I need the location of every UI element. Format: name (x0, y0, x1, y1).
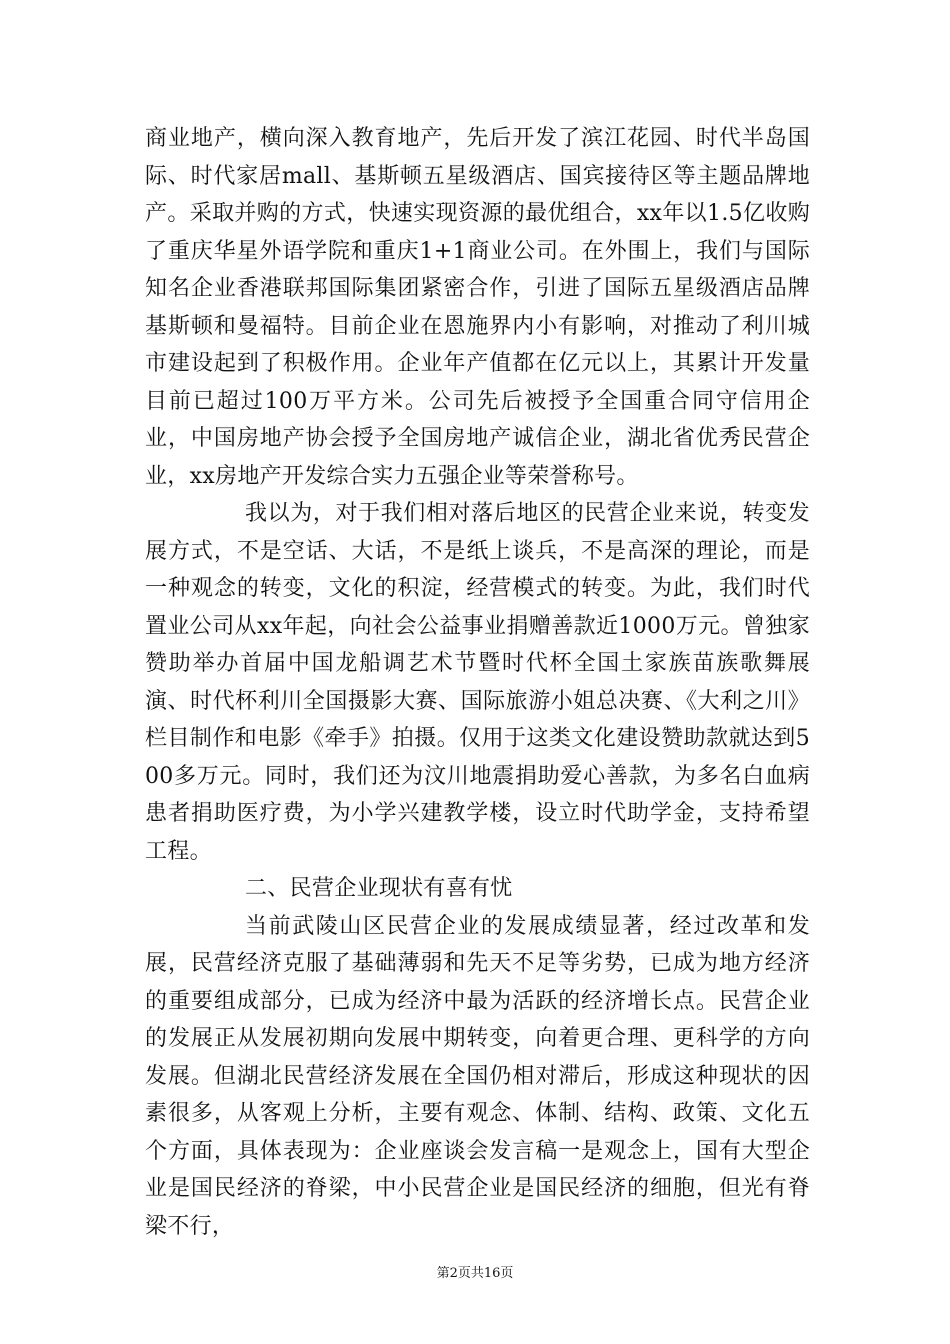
document-body (145, 120, 810, 1245)
page-number: 第2页共16页 (436, 1266, 514, 1281)
paragraph-current-status: 当前武陵山区民营企业的发展成绩显著，经过改革和发展，民营经济克服了基础薄弱和先天不足等劣势，已成为地方经济的重要组成部分，已成为经济中最为活跃的经济增长点。民营企业的发展正从发展初期向发展中期转变，向着更合理、更科学的方向发展。但湖北民营经济发展在全国仍相对滞后，形成这种现状的因素很多，从客观上分析，主要有观念、体制、结构、政策、文化五个方面，具体表现为：企业座谈会发言稿一是观念上，国有大型企业是国民经济的脊梁，中小民营企业是国民经济的细胞，但光有脊梁不行， (145, 913, 810, 1239)
paragraph-company-overview: 商业地产，横向深入教育地产，先后开发了滨江花园、时代半岛国际、时代家居mall、基斯顿五星级酒店、国宾接待区等主题品牌地产。采取并购的方式，快速实现资源的最优组合，xx年以1.5亿收购了重庆华星外语学院和重庆1+1商业公司。在外围上，我们与国际知名企业香港联邦国际集团紧密合作，引进了国际五星级酒店品牌基斯顿和曼福特。目前企业在恩施界内小有影响，对推动了利川城市建设起到了积极作用。企业年产值都在亿元以上，其累计开发量目前已超过100万平方米。公司先后被授予全国重合同守信用企业，中国房地产协会授予全国房地产诚信企业，湖北省优秀民营企业，xx房地产开发综合实力五强企业等荣誉称号。 (145, 126, 810, 489)
paragraph-development-philosophy: 我以为，对于我们相对落后地区的民营企业来说，转变发展方式，不是空话、大话，不是纸上谈兵，不是高深的理论，而是一种观念的转变，文化的积淀，经营模式的转变。为此，我们时代置业公司从xx年起，向社会公益事业捐赠善款近1000万元。曾独家赞助举办首届中国龙船调艺术节暨时代杯全国土家族苗族歌舞展演、时代杯利川全国摄影大赛、国际旅游小姐总决赛、《大利之川》栏目制作和电影《牵手》拍摄。仅用于这类文化建设赞助款就达到500多万元。同时，我们还为汶川地震捐助爱心善款，为多名白血病患者捐助医疗费，为小学兴建教学楼，设立时代助学金，支持希望工程。 (145, 501, 810, 864)
section-heading: 二、民营企业现状有喜有忧 (245, 876, 513, 901)
page-footer (0, 1262, 950, 1281)
